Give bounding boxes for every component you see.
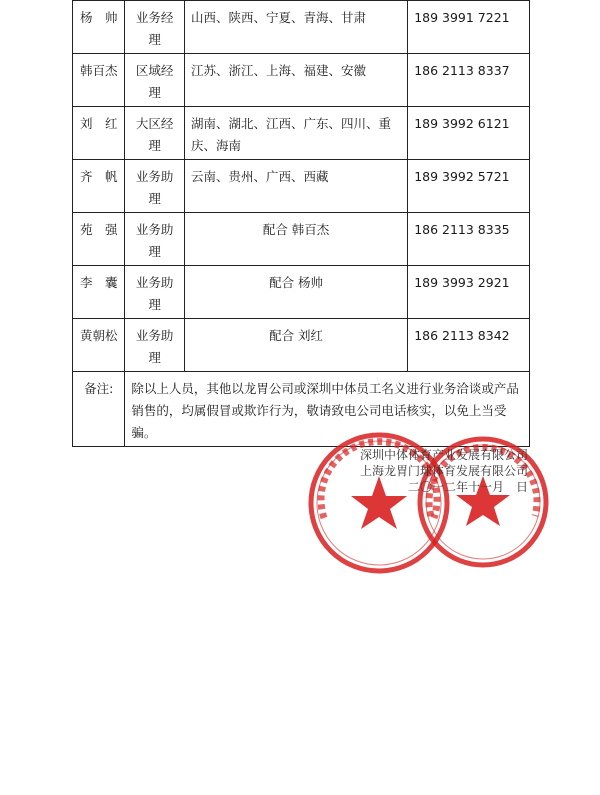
table-row (73, 266, 530, 319)
table-row (73, 213, 530, 266)
staff-table (72, 0, 530, 447)
table-row (73, 107, 530, 160)
phone-cell: 189 3991 7221 (408, 1, 530, 54)
title-cell: 业务助理 (125, 213, 185, 266)
phone-cell: 189 3992 6121 (408, 107, 530, 160)
issue-date: 二〇一二年十一月 日 (407, 480, 528, 494)
table-row (73, 319, 530, 372)
table-row (73, 1, 530, 54)
phone-cell: 186 2113 8337 (408, 54, 530, 107)
name-cell: 黄朝松 (73, 319, 125, 372)
region-cell: 江苏、浙江、上海、福建、安徽 (184, 54, 407, 107)
name-cell: 刘 红 (73, 107, 125, 160)
title-cell: 业务经理 (125, 1, 185, 54)
phone-cell: 186 2113 8342 (408, 319, 530, 372)
region-cell: 山西、陕西、宁夏、青海、甘肃 (184, 1, 407, 54)
title-cell: 业务助理 (125, 160, 185, 213)
note-text: 除以上人员，其他以龙胃公司或深圳中体员工名义进行业务洽谈或产品销售的，均属假冒或欺诈行为，敬请致电公司电话核实，以免上当受骗。 (125, 372, 530, 447)
phone-cell: 189 3992 5721 (408, 160, 530, 213)
name-cell: 韩百杰 (73, 54, 125, 107)
phone-cell: 189 3993 2921 (408, 266, 530, 319)
issuer-block (360, 447, 528, 495)
title-cell: 业务助理 (125, 319, 185, 372)
table-row (73, 54, 530, 107)
phone-cell: 186 2113 8335 (408, 213, 530, 266)
region-cell: 云南、贵州、广西、西藏 (184, 160, 407, 213)
region-cell: 配合 杨帅 (184, 266, 407, 319)
title-cell: 大区经理 (125, 107, 185, 160)
name-cell: 杨 帅 (73, 1, 125, 54)
region-cell: 配合 韩百杰 (184, 213, 407, 266)
name-cell: 李 囊 (73, 266, 125, 319)
title-cell: 业务助理 (125, 266, 185, 319)
issuer-company-2: 上海龙胃门球体育发展有限公司 (359, 464, 528, 478)
name-cell: 齐 帆 (73, 160, 125, 213)
name-cell: 苑 强 (73, 213, 125, 266)
issuer-company-1: 深圳中体体育产业发展有限公司 (359, 448, 528, 462)
note-label: 备注: (73, 372, 125, 447)
region-cell: 湖南、湖北、江西、广东、四川、重庆、海南 (184, 107, 407, 160)
title-cell: 区域经理 (125, 54, 185, 107)
table-row (73, 160, 530, 213)
region-cell: 配合 刘红 (184, 319, 407, 372)
